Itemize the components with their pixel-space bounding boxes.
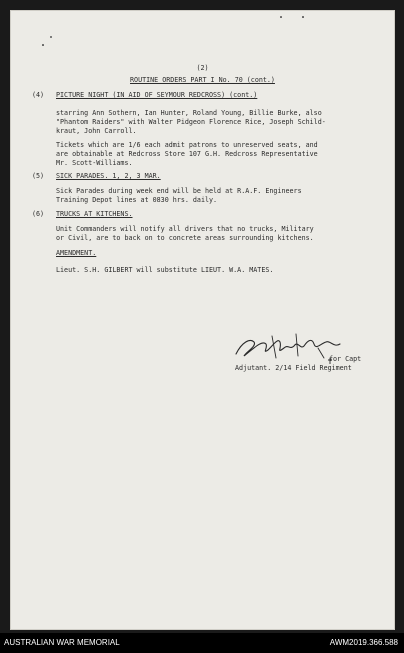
- document-heading: ROUTINE ORDERS PART I No. 70 (cont.): [130, 76, 275, 84]
- item-title: PICTURE NIGHT (IN AID OF SEYMOUR REDCROSS) (cont.): [56, 91, 258, 99]
- item-text-line: are obtainable at Redcross Store 107 G.H. Redcross Representative: [56, 150, 318, 158]
- signature-for-line: for Capt: [329, 355, 362, 363]
- item-text-line: Sick Parades during week end will be held at R.A.F. Engineers: [56, 187, 302, 195]
- item-text-line: Unit Commanders will notify all drivers that no trucks, Military: [56, 225, 314, 233]
- item-text-line: starring Ann Sothern, Ian Hunter, Roland Young, Billie Burke, also: [56, 109, 322, 117]
- item-text-line: "Phantom Raiders" with Walter Pidgeon Florence Rice, Joseph Schild-: [56, 118, 326, 126]
- item-text-line: Mr. Scott-Williams.: [56, 159, 133, 167]
- amendment-title: AMENDMENT.: [56, 249, 97, 257]
- item-number: (4): [32, 91, 45, 99]
- item-title: TRUCKS AT KITCHENS.: [56, 210, 133, 218]
- amendment-text: Lieut. S.H. GILBERT will substitute LIEUT. W.A. MATES.: [56, 266, 274, 274]
- item-title: SICK PARADES. 1, 2, 3 MAR.: [56, 172, 161, 180]
- item-text-line: kraut, John Carroll.: [56, 127, 137, 135]
- footer-accession-number: AWM2019.366.588: [329, 638, 398, 647]
- item-number: (6): [32, 210, 45, 218]
- item-text-line: Tickets which are 1/6 each admit patrons to unreserved seats, and: [56, 141, 318, 149]
- signatory-title: Adjutant. 2/14 Field Regiment: [235, 364, 352, 372]
- handwritten-signature: [232, 328, 352, 368]
- page-number: (2): [196, 64, 209, 72]
- archive-footer: [0, 633, 404, 653]
- item-text-line: Training Depot lines at 0830 hrs. daily.: [56, 196, 218, 204]
- footer-institution: AUSTRALIAN WAR MEMORIAL: [4, 638, 120, 647]
- item-text-line: or Civil, are to back on to concrete areas surrounding kitchens.: [56, 234, 314, 242]
- routine-orders-text: [10, 10, 395, 630]
- item-number: (5): [32, 172, 45, 180]
- document-page: [10, 10, 395, 630]
